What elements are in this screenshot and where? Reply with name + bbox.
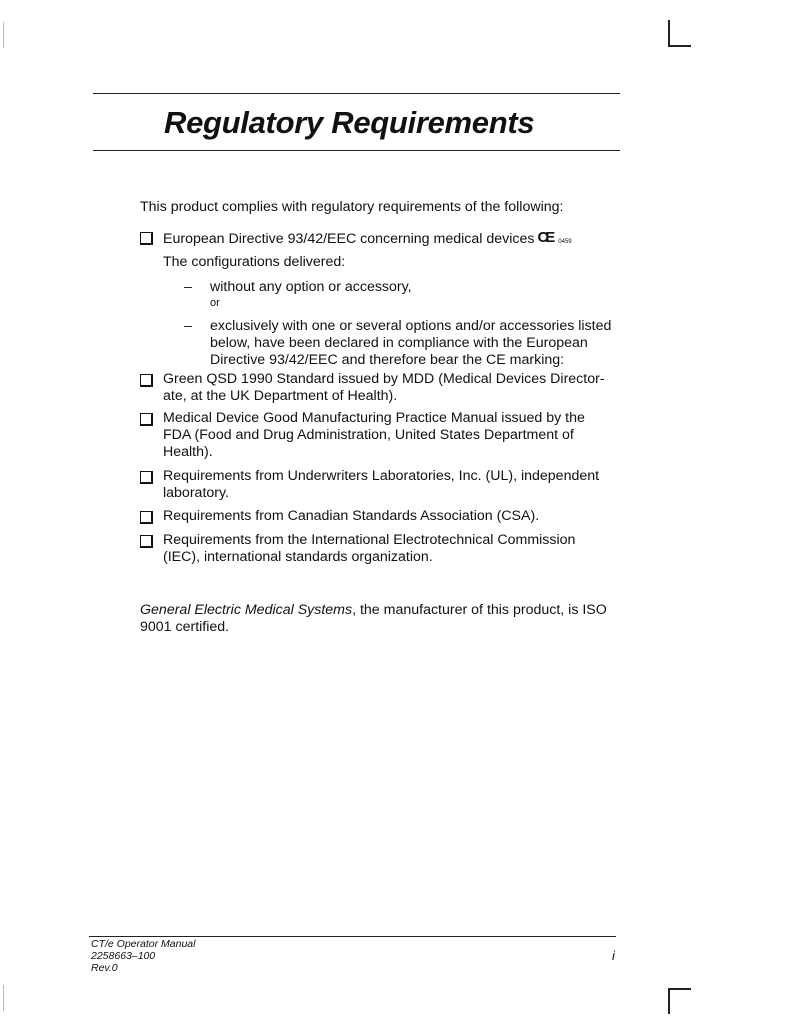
list-item: Requirements from Canadian Standards Association (CSA). — [163, 508, 540, 524]
checkbox-icon — [140, 511, 153, 524]
list-item — [163, 229, 615, 251]
iso-statement — [140, 602, 618, 636]
list-item: Medical Device Good Manufacturing Practice Manual issued by the FDA (Food and Drug Administration, United States Department of Health). — [163, 410, 585, 460]
config-option-1: without any option or accessory, — [210, 279, 412, 295]
config-or: or — [210, 297, 220, 309]
list-item: Requirements from Underwriters Laboratories, Inc. (UL), independent laboratory. — [163, 468, 600, 501]
ce-mark-icon: CE — [537, 229, 553, 246]
footer-part-number: 2258663–100 — [91, 950, 156, 962]
list-item-text: European Directive 93/42/EEC concerning medical devices — [163, 231, 535, 247]
list-item: Requirements from the International Electrotechnical Commission (IEC), international standards organization. — [163, 532, 576, 565]
footer-manual-title: CT/e Operator Manual — [91, 938, 196, 950]
title-bottom-rule — [93, 150, 620, 151]
left-margin-tick-top — [3, 22, 4, 48]
intro-text: This product complies with regulatory requirements of the following: — [140, 199, 564, 215]
checkbox-icon — [140, 471, 153, 484]
iso-statement-text: , the manufacturer of this product, is ISO 9001 certified. — [140, 602, 607, 635]
config-option-2: exclusively with one or several options and/or accessories listed below, have been declared in compliance with the European Directive 93/42/EEC and therefore bear the CE marking: — [210, 318, 612, 368]
crop-mark-top-horizontal — [668, 45, 691, 47]
dash-bullet: – — [184, 318, 192, 334]
footer-rule — [89, 936, 616, 937]
crop-mark-bottom-vertical — [668, 988, 670, 1014]
company-name: General Electric Medical Systems — [140, 602, 353, 618]
page-number: i — [612, 948, 615, 963]
crop-mark-top-vertical — [668, 20, 670, 46]
title-top-rule — [93, 93, 620, 94]
footer-revision: Rev.0 — [91, 962, 118, 974]
checkbox-icon — [140, 232, 153, 245]
checkbox-icon — [140, 374, 153, 387]
page-title: Regulatory Requirements — [164, 105, 535, 140]
checkbox-icon — [140, 413, 153, 426]
crop-mark-bottom-horizontal — [668, 988, 691, 990]
dash-bullet: – — [184, 279, 192, 295]
left-margin-tick-bottom — [3, 985, 4, 1011]
checkbox-icon — [140, 535, 153, 548]
configurations-heading: The configurations delivered: — [163, 254, 346, 270]
list-item: Green QSD 1990 Standard issued by MDD (Medical Devices Director-ate, at the UK Department of Health). — [163, 371, 605, 404]
ce-number: 0459 — [558, 239, 572, 245]
